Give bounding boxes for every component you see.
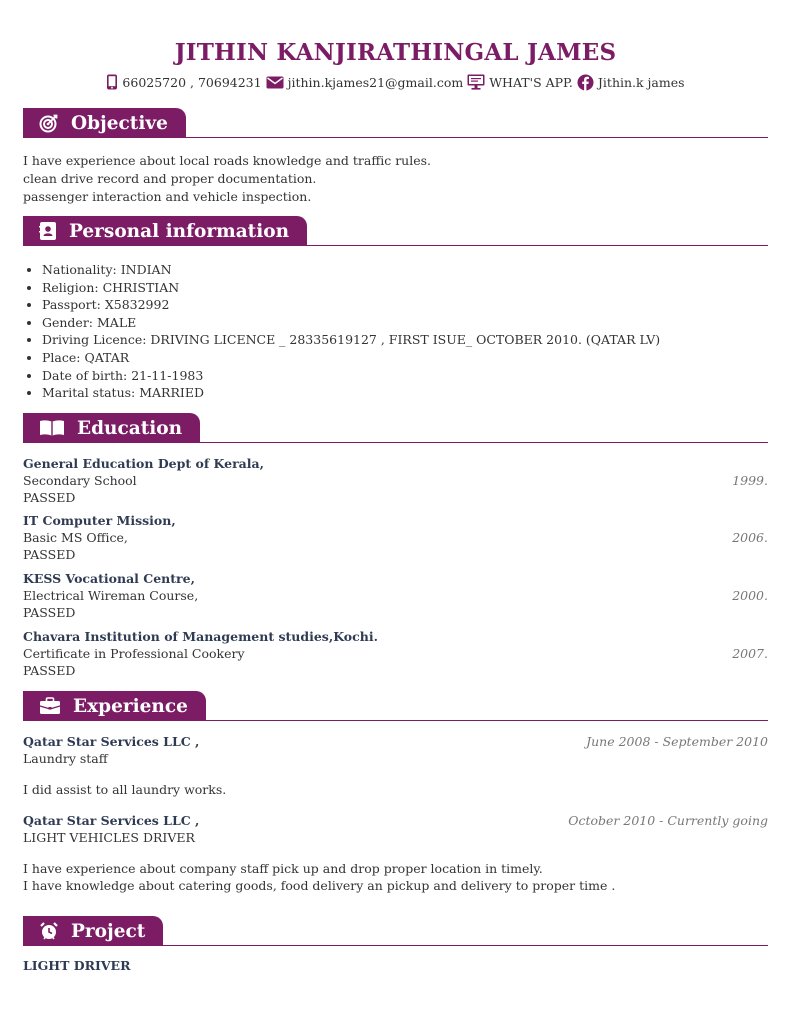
result-text: PASSED [23, 605, 76, 620]
project-name: LIGHT DRIVER [23, 958, 131, 973]
job-role: LIGHT VEHICLES DRIVER [23, 830, 195, 845]
project-tab [23, 916, 163, 946]
phone-icon [106, 74, 118, 90]
candidate-name: JITHIN KANJIRATHINGAL JAMES [174, 39, 617, 66]
book-icon [39, 419, 65, 437]
facebook-contact[interactable] [577, 74, 685, 91]
institution-name: Chavara Institution of Management studies,Kochi. [23, 629, 378, 644]
objective-line: I have experience about local roads knowledge and traffic rules. [23, 153, 432, 168]
email-contact[interactable] [266, 75, 464, 90]
phone-contact [106, 74, 261, 90]
education-year: 1999. [732, 473, 768, 488]
job-detail: I have experience about company staff pick up and drop proper location in timely. [23, 861, 543, 876]
list-item: • Date of birth: 21-11-1983 [42, 367, 660, 385]
experience-section-header [23, 691, 768, 723]
objective-line: clean drive record and proper documentation. [23, 171, 317, 186]
list-item: • Religion: CHRISTIAN [42, 279, 660, 297]
list-item: • Gender: MALE [42, 314, 660, 332]
section-title: Objective [71, 112, 168, 134]
alarm-clock-icon [39, 921, 59, 941]
monitor-icon [467, 74, 485, 90]
company-name: Qatar Star Services LLC , [23, 734, 200, 749]
job-period: June 2008 - September 2010 [586, 734, 768, 749]
result-text: PASSED [23, 663, 76, 678]
objective-text [23, 152, 431, 206]
list-item: • Passport: X5832992 [42, 296, 660, 314]
objective-line: passenger interaction and vehicle inspection. [23, 189, 312, 204]
personal-section-header [23, 216, 768, 248]
briefcase-icon [39, 697, 61, 715]
course-name: Secondary School [23, 473, 137, 488]
facebook-icon [577, 74, 594, 91]
result-text: PASSED [23, 547, 76, 562]
institution-name: General Education Dept of Kerala, [23, 456, 264, 471]
course-name: Electrical Wireman Course, [23, 588, 199, 603]
education-entry [23, 628, 768, 679]
education-section-header [23, 413, 768, 445]
course-name: Basic MS Office, [23, 530, 128, 545]
whatsapp-text: WHAT'S APP. [489, 74, 573, 90]
contact-bar [23, 71, 768, 93]
result-text: PASSED [23, 490, 76, 505]
company-name: Qatar Star Services LLC , [23, 813, 200, 828]
facebook-text[interactable]: Jithin.k james [597, 74, 685, 90]
education-year: 2007. [732, 646, 768, 661]
experience-tab [23, 691, 206, 721]
personal-info-list [23, 261, 660, 402]
email-text[interactable]: jithin.kjames21@gmail.com [287, 74, 464, 90]
objective-tab [23, 108, 186, 138]
education-entry [23, 512, 768, 563]
experience-entry [23, 812, 768, 894]
education-entry [23, 455, 768, 506]
phone-text: 66025720 , 70694231 [122, 74, 262, 90]
education-year: 2006. [732, 530, 768, 545]
resume-page [23, 0, 768, 973]
experience-entry [23, 733, 768, 798]
personal-tab [23, 216, 307, 246]
list-item: • Marital status: MARRIED [42, 384, 660, 402]
job-detail: I have knowledge about catering goods, food delivery an pickup and delivery to proper time . [23, 878, 616, 893]
section-title: Project [71, 920, 146, 942]
id-card-icon [39, 221, 57, 241]
job-role: Laundry staff [23, 751, 108, 766]
section-title: Education [77, 417, 183, 439]
job-detail: I did assist to all laundry works. [23, 782, 227, 797]
section-title: Experience [73, 695, 188, 717]
course-name: Certificate in Professional Cookery [23, 646, 245, 661]
section-title: Personal information [69, 220, 290, 242]
list-item: • Nationality: INDIAN [42, 261, 660, 279]
education-tab [23, 413, 200, 443]
list-item: • Place: QATAR [42, 349, 660, 367]
institution-name: KESS Vocational Centre, [23, 571, 195, 586]
job-period: October 2010 - Currently going [568, 813, 768, 828]
list-item: • Driving Licence: DRIVING LICENCE _ 28335619127 , FIRST ISUE_ OCTOBER 2010. (QATAR LV) [42, 331, 660, 349]
target-icon [39, 113, 59, 133]
project-section-header [23, 916, 768, 948]
education-entry [23, 570, 768, 621]
education-year: 2000. [732, 588, 768, 603]
institution-name: IT Computer Mission, [23, 513, 176, 528]
whatsapp-contact [467, 74, 573, 90]
objective-section-header [23, 108, 768, 140]
mail-icon [266, 76, 284, 89]
